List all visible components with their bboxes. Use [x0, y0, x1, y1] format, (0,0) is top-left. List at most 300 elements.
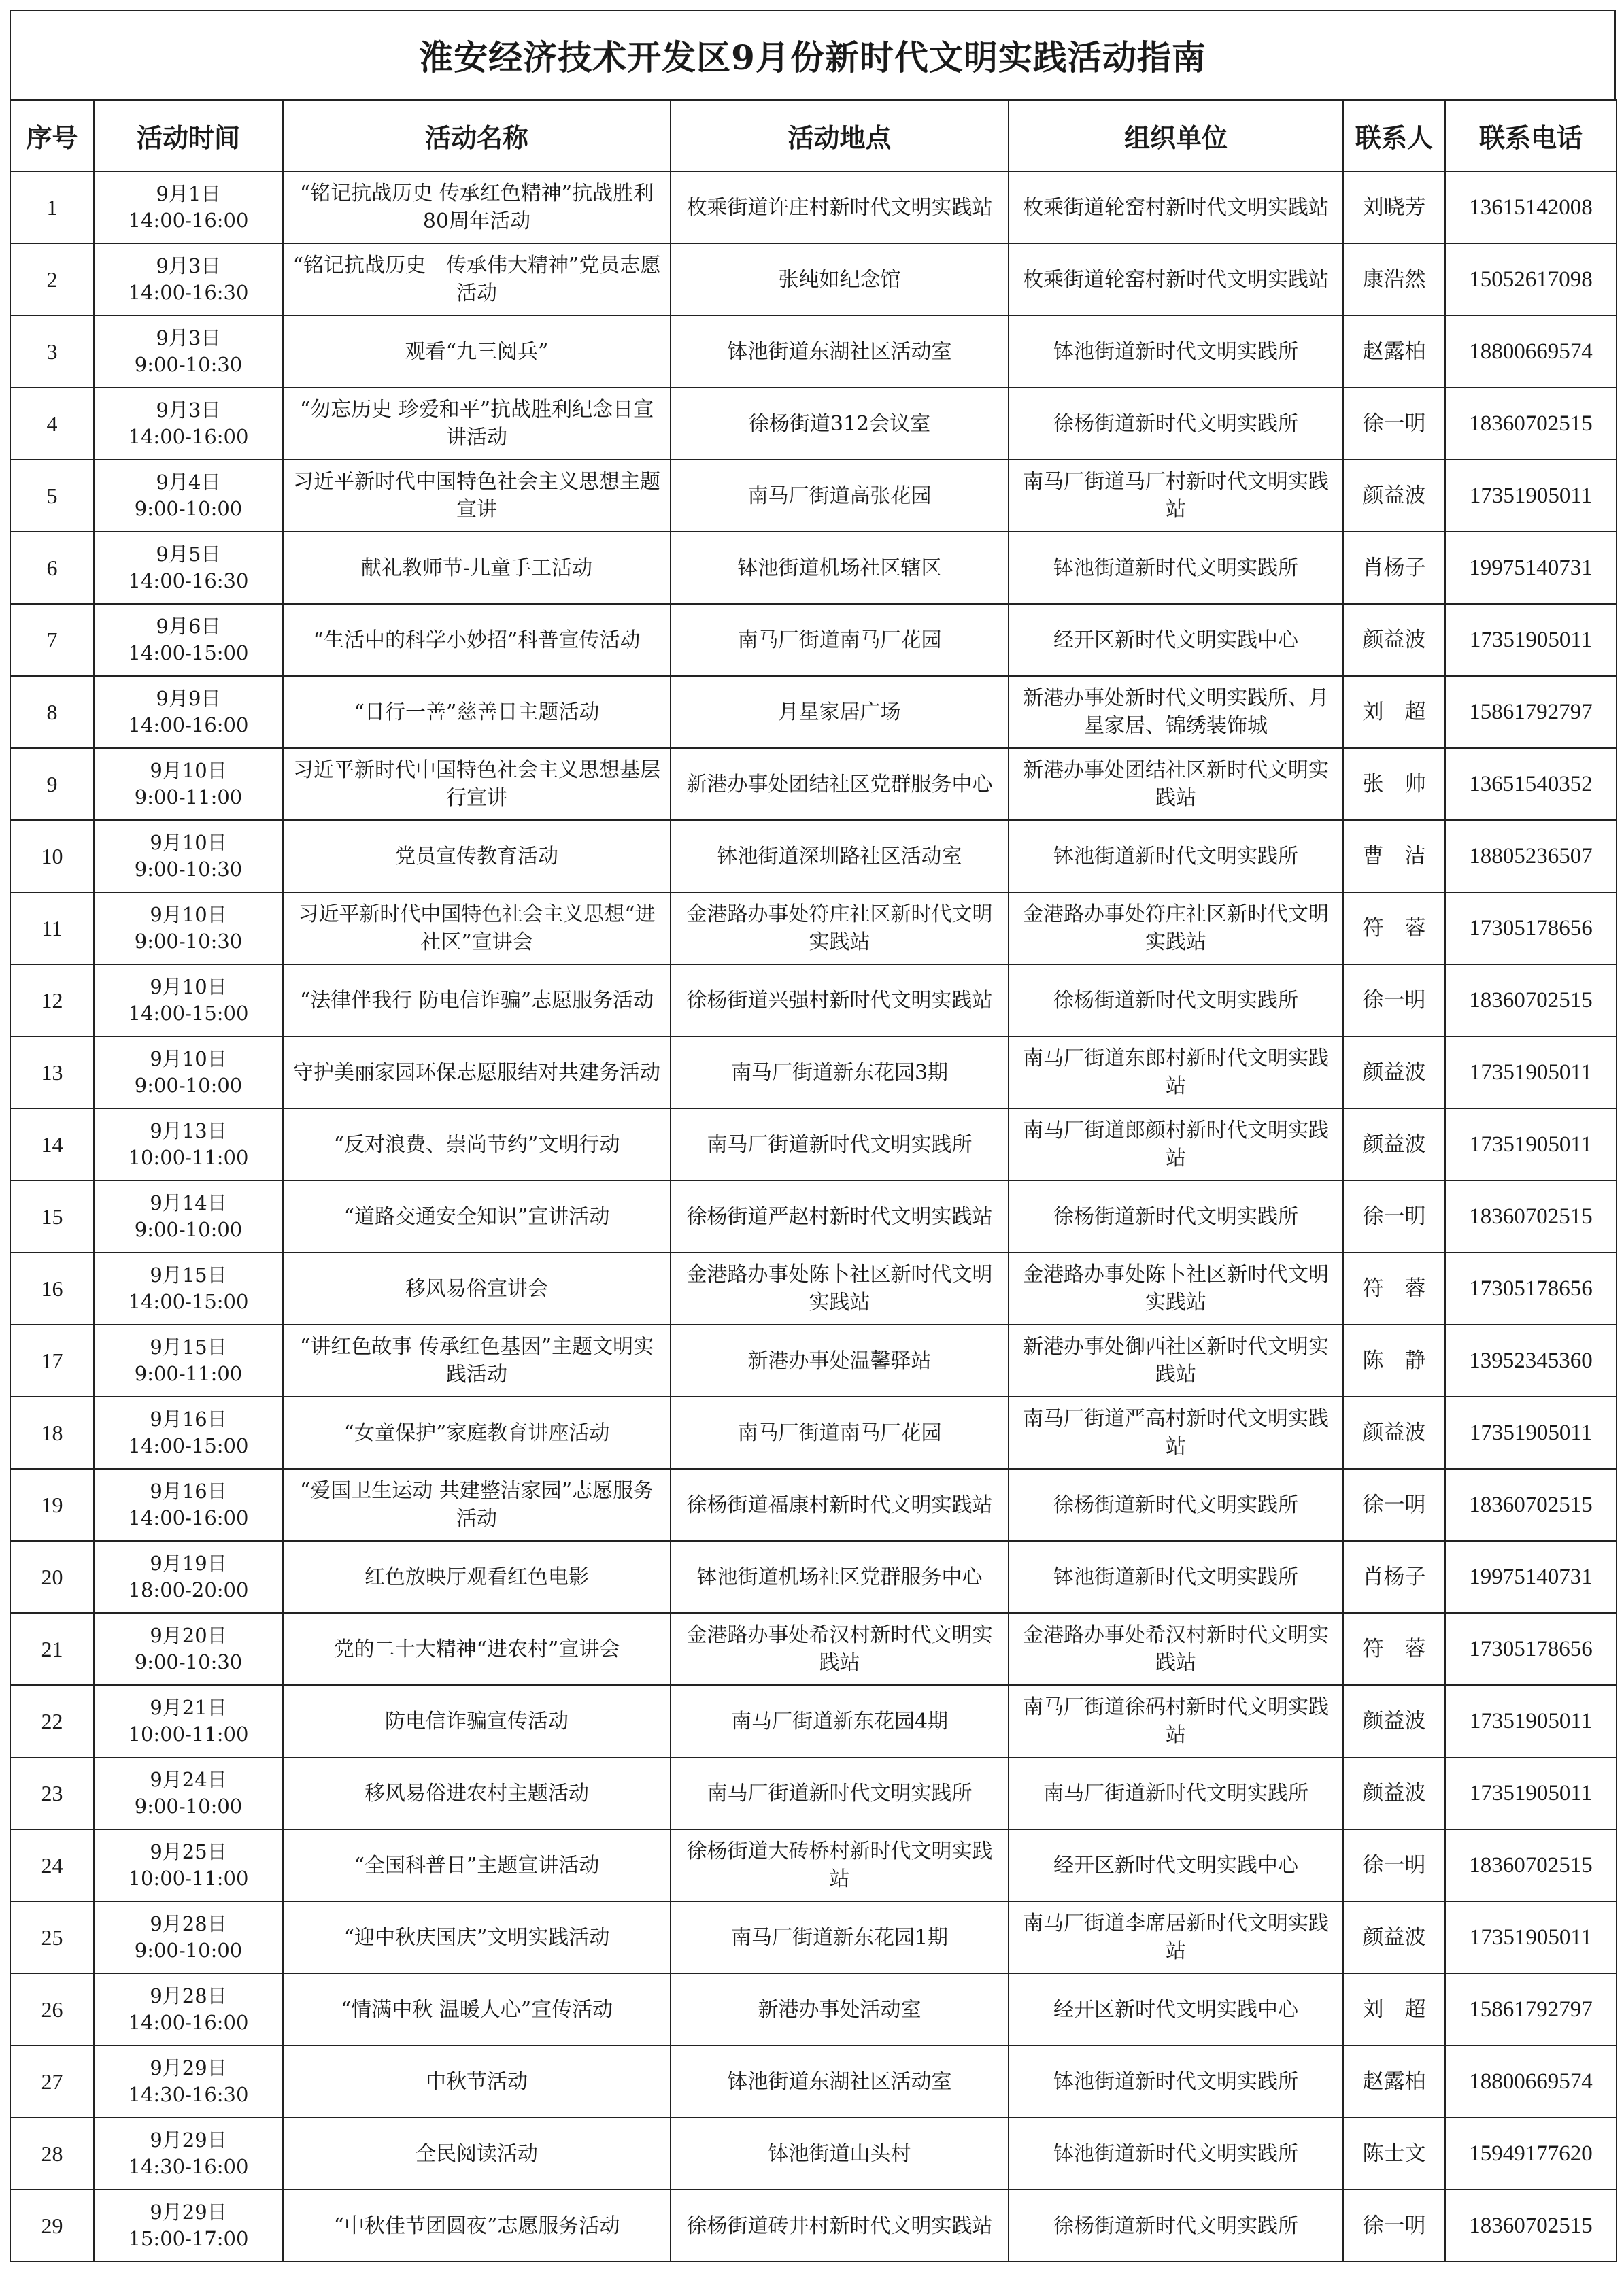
table-row [10, 388, 1617, 460]
activity-hours: 9:00-10:00 [134, 1074, 243, 1097]
activity-place: 新港办事处活动室 [671, 1973, 1009, 2046]
activity-date: 9月13日 [150, 1119, 227, 1142]
organizer: 钵池街道新时代文明实践所 [1009, 316, 1343, 388]
activity-place: 新港办事处温馨驿站 [671, 1325, 1009, 1397]
activity-hours: 14:00-16:00 [128, 425, 249, 448]
contact-person: 张 帅 [1343, 748, 1445, 820]
contact-phone: 17351905011 [1445, 1397, 1617, 1469]
organizer: 南马厂街道马厂村新时代文明实践站 [1009, 460, 1343, 532]
activity-name: “中秋佳节团圆夜”志愿服务活动 [283, 2190, 671, 2262]
table-row [10, 1108, 1617, 1181]
activity-time [94, 243, 283, 316]
activity-time [94, 892, 283, 964]
activity-name: “勿忘历史 珍爱和平”抗战胜利纪念日宣讲活动 [283, 388, 671, 460]
activity-hours: 9:00-11:00 [134, 1362, 243, 1385]
activity-date: 9月29日 [150, 2201, 227, 2224]
contact-person: 徐一明 [1343, 2190, 1445, 2262]
activity-name: “铭记抗战历史 传承伟大精神”党员志愿活动 [283, 243, 671, 316]
contact-person: 肖杨子 [1343, 532, 1445, 604]
organizer: 新港办事处团结社区新时代文明实践站 [1009, 748, 1343, 820]
activity-hours: 9:00-10:30 [134, 1650, 243, 1674]
table-row [10, 964, 1617, 1036]
activity-sheet [10, 10, 1616, 2262]
contact-phone: 15861792797 [1445, 1973, 1617, 2046]
table-row [10, 1973, 1617, 2046]
header-org: 组织单位 [1009, 100, 1343, 171]
activity-name: “情满中秋 温暖人心”宣传活动 [283, 1973, 671, 2046]
contact-phone: 17351905011 [1445, 1108, 1617, 1181]
contact-person: 徐一明 [1343, 1469, 1445, 1541]
contact-person: 徐一明 [1343, 388, 1445, 460]
table-row [10, 1757, 1617, 1829]
activity-time [94, 1541, 283, 1613]
row-number: 1 [10, 171, 94, 243]
activity-time [94, 1253, 283, 1325]
activity-date: 9月20日 [150, 1624, 227, 1647]
activity-date: 9月10日 [150, 903, 227, 926]
organizer: 南马厂街道李席居新时代文明实践站 [1009, 1901, 1343, 1973]
contact-phone: 18360702515 [1445, 388, 1617, 460]
activity-place: 张纯如纪念馆 [671, 243, 1009, 316]
row-number: 19 [10, 1469, 94, 1541]
activity-hours: 9:00-10:30 [134, 353, 243, 376]
organizer: 钵池街道新时代文明实践所 [1009, 532, 1343, 604]
contact-phone: 13952345360 [1445, 1325, 1617, 1397]
activity-hours: 10:00-11:00 [128, 1146, 249, 1169]
activity-hours: 15:00-17:00 [128, 2227, 249, 2250]
contact-person: 徐一明 [1343, 964, 1445, 1036]
activity-hours: 14:00-15:00 [128, 1434, 249, 1457]
contact-person: 肖杨子 [1343, 1541, 1445, 1613]
contact-phone: 18360702515 [1445, 1829, 1617, 1901]
row-number: 22 [10, 1685, 94, 1757]
contact-phone: 18800669574 [1445, 2046, 1617, 2118]
contact-person: 刘 超 [1343, 676, 1445, 748]
activity-hours: 14:00-16:30 [128, 281, 249, 304]
organizer: 南马厂街道新时代文明实践所 [1009, 1757, 1343, 1829]
activity-time [94, 1397, 283, 1469]
activity-date: 9月29日 [150, 2056, 227, 2080]
activity-name: “生活中的科学小妙招”科普宣传活动 [283, 604, 671, 676]
activity-date: 9月3日 [156, 398, 221, 422]
activity-date: 9月10日 [150, 1047, 227, 1070]
row-number: 12 [10, 964, 94, 1036]
activity-name: “铭记抗战历史 传承红色精神”抗战胜利80周年活动 [283, 171, 671, 243]
table-row [10, 820, 1617, 892]
organizer: 南马厂街道徐码村新时代文明实践站 [1009, 1685, 1343, 1757]
activity-name: 党的二十大精神“进农村”宣讲会 [283, 1613, 671, 1685]
organizer: 钵池街道新时代文明实践所 [1009, 1541, 1343, 1613]
contact-person: 颜益波 [1343, 1397, 1445, 1469]
activity-name: “女童保护”家庭教育讲座活动 [283, 1397, 671, 1469]
activity-date: 9月10日 [150, 831, 227, 854]
activity-hours: 9:00-10:00 [134, 497, 243, 520]
activity-hours: 14:30-16:30 [128, 2083, 249, 2106]
contact-person: 徐一明 [1343, 1829, 1445, 1901]
organizer: 钵池街道新时代文明实践所 [1009, 820, 1343, 892]
activity-hours: 9:00-10:30 [134, 930, 243, 953]
contact-phone: 17351905011 [1445, 1036, 1617, 1108]
row-number: 16 [10, 1253, 94, 1325]
activity-hours: 14:00-16:30 [128, 569, 249, 592]
activity-name: “反对浪费、崇尚节约”文明行动 [283, 1108, 671, 1181]
activity-place: 钵池街道机场社区党群服务中心 [671, 1541, 1009, 1613]
activity-name: 全民阅读活动 [283, 2118, 671, 2190]
row-number: 6 [10, 532, 94, 604]
table-row [10, 604, 1617, 676]
table-row [10, 2190, 1617, 2262]
organizer: 金港路办事处希汉村新时代文明实践站 [1009, 1613, 1343, 1685]
row-number: 14 [10, 1108, 94, 1181]
activity-time [94, 460, 283, 532]
contact-phone: 15861792797 [1445, 676, 1617, 748]
activity-name: 习近平新时代中国特色社会主义思想基层行宣讲 [283, 748, 671, 820]
contact-phone: 15949177620 [1445, 2118, 1617, 2190]
activity-table [10, 99, 1617, 2262]
activity-time [94, 1108, 283, 1181]
table-row [10, 460, 1617, 532]
table-row [10, 1036, 1617, 1108]
contact-phone: 18805236507 [1445, 820, 1617, 892]
organizer: 徐杨街道新时代文明实践所 [1009, 2190, 1343, 2262]
organizer: 南马厂街道东郎村新时代文明实践站 [1009, 1036, 1343, 1108]
activity-hours: 10:00-11:00 [128, 1723, 249, 1746]
activity-time [94, 1901, 283, 1973]
table-row [10, 1181, 1617, 1253]
table-row [10, 676, 1617, 748]
activity-name: 红色放映厅观看红色电影 [283, 1541, 671, 1613]
activity-name: 观看“九三阅兵” [283, 316, 671, 388]
activity-place: 枚乘街道许庄村新时代文明实践站 [671, 171, 1009, 243]
activity-date: 9月24日 [150, 1768, 227, 1791]
activity-place: 徐杨街道兴强村新时代文明实践站 [671, 964, 1009, 1036]
activity-time [94, 748, 283, 820]
contact-phone: 17305178656 [1445, 892, 1617, 964]
table-row [10, 171, 1617, 243]
table-row [10, 1253, 1617, 1325]
organizer: 枚乘街道轮窑村新时代文明实践站 [1009, 171, 1343, 243]
row-number: 21 [10, 1613, 94, 1685]
contact-phone: 18360702515 [1445, 964, 1617, 1036]
contact-person: 赵露柏 [1343, 2046, 1445, 2118]
activity-time [94, 171, 283, 243]
contact-person: 符 蓉 [1343, 1613, 1445, 1685]
organizer: 新港办事处御西社区新时代文明实践站 [1009, 1325, 1343, 1397]
contact-person: 符 蓉 [1343, 892, 1445, 964]
activity-date: 9月15日 [150, 1263, 227, 1287]
table-row [10, 2046, 1617, 2118]
row-number: 8 [10, 676, 94, 748]
row-number: 7 [10, 604, 94, 676]
activity-name: 习近平新时代中国特色社会主义思想主题宣讲 [283, 460, 671, 532]
activity-hours: 14:30-16:00 [128, 2155, 249, 2178]
table-row [10, 892, 1617, 964]
activity-place: 南马厂街道新东花园4期 [671, 1685, 1009, 1757]
activity-date: 9月16日 [150, 1480, 227, 1503]
activity-time [94, 1757, 283, 1829]
activity-name: 党员宣传教育活动 [283, 820, 671, 892]
activity-time [94, 1613, 283, 1685]
activity-name: “法律伴我行 防电信诈骗”志愿服务活动 [283, 964, 671, 1036]
activity-place: 金港路办事处陈卜社区新时代文明实践站 [671, 1253, 1009, 1325]
activity-hours: 14:00-16:00 [128, 209, 249, 232]
table-row [10, 1325, 1617, 1397]
activity-place: 钵池街道机场社区辖区 [671, 532, 1009, 604]
row-number: 17 [10, 1325, 94, 1397]
activity-place: 南马厂街道新东花园3期 [671, 1036, 1009, 1108]
contact-phone: 15052617098 [1445, 243, 1617, 316]
organizer: 徐杨街道新时代文明实践所 [1009, 1181, 1343, 1253]
organizer: 经开区新时代文明实践中心 [1009, 1829, 1343, 1901]
activity-place: 徐杨街道312会议室 [671, 388, 1009, 460]
header-row [10, 100, 1617, 171]
activity-time [94, 388, 283, 460]
row-number: 15 [10, 1181, 94, 1253]
activity-hours: 14:00-16:00 [128, 1506, 249, 1529]
activity-time [94, 604, 283, 676]
contact-phone: 17351905011 [1445, 604, 1617, 676]
contact-person: 颜益波 [1343, 1036, 1445, 1108]
activity-hours: 10:00-11:00 [128, 1867, 249, 1890]
contact-phone: 18360702515 [1445, 1469, 1617, 1541]
contact-phone: 18360702515 [1445, 2190, 1617, 2262]
row-number: 3 [10, 316, 94, 388]
activity-date: 9月10日 [150, 759, 227, 782]
activity-date: 9月25日 [150, 1840, 227, 1863]
row-number: 4 [10, 388, 94, 460]
activity-name: “全国科普日”主题宣讲活动 [283, 1829, 671, 1901]
activity-time [94, 2190, 283, 2262]
organizer: 经开区新时代文明实践中心 [1009, 1973, 1343, 2046]
contact-person: 颜益波 [1343, 604, 1445, 676]
table-body [10, 171, 1617, 2262]
activity-hours: 9:00-10:30 [134, 858, 243, 881]
activity-place: 钵池街道东湖社区活动室 [671, 316, 1009, 388]
activity-date: 9月16日 [150, 1408, 227, 1431]
activity-place: 钵池街道山头村 [671, 2118, 1009, 2190]
activity-place: 南马厂街道新时代文明实践所 [671, 1108, 1009, 1181]
activity-name: “讲红色故事 传承红色基因”主题文明实践活动 [283, 1325, 671, 1397]
row-number: 2 [10, 243, 94, 316]
activity-name: “道路交通安全知识”宣讲活动 [283, 1181, 671, 1253]
activity-place: 南马厂街道高张花园 [671, 460, 1009, 532]
contact-person: 赵露柏 [1343, 316, 1445, 388]
activity-time [94, 1325, 283, 1397]
activity-time [94, 2118, 283, 2190]
contact-phone: 18800669574 [1445, 316, 1617, 388]
activity-date: 9月3日 [156, 326, 221, 350]
activity-hours: 14:00-16:00 [128, 713, 249, 736]
activity-date: 9月28日 [150, 1912, 227, 1935]
activity-name: 移风易俗进农村主题活动 [283, 1757, 671, 1829]
activity-place: 月星家居广场 [671, 676, 1009, 748]
activity-name: 献礼教师节-儿童手工活动 [283, 532, 671, 604]
table-row [10, 1397, 1617, 1469]
activity-place: 南马厂街道新东花园1期 [671, 1901, 1009, 1973]
row-number: 23 [10, 1757, 94, 1829]
activity-place: 徐杨街道砖井村新时代文明实践站 [671, 2190, 1009, 2262]
activity-name: 习近平新时代中国特色社会主义思想“进社区”宣讲会 [283, 892, 671, 964]
organizer: 徐杨街道新时代文明实践所 [1009, 1469, 1343, 1541]
table-row [10, 748, 1617, 820]
activity-place: 新港办事处团结社区党群服务中心 [671, 748, 1009, 820]
activity-date: 9月9日 [156, 687, 221, 710]
header-person: 联系人 [1343, 100, 1445, 171]
contact-person: 刘 超 [1343, 1973, 1445, 2046]
page-title: 淮安经济技术开发区9月份新时代文明实践活动指南 [10, 10, 1616, 99]
activity-hours: 14:00-16:00 [128, 2011, 249, 2034]
organizer: 新港办事处新时代文明实践所、月星家居、锦绣装饰城 [1009, 676, 1343, 748]
organizer: 徐杨街道新时代文明实践所 [1009, 964, 1343, 1036]
row-number: 18 [10, 1397, 94, 1469]
activity-name: 守护美丽家园环保志愿服结对共建务活动 [283, 1036, 671, 1108]
activity-time [94, 1469, 283, 1541]
contact-person: 陈士文 [1343, 2118, 1445, 2190]
table-row [10, 2118, 1617, 2190]
contact-person: 陈 静 [1343, 1325, 1445, 1397]
contact-person: 颜益波 [1343, 1901, 1445, 1973]
contact-phone: 17351905011 [1445, 1901, 1617, 1973]
header-no: 序号 [10, 100, 94, 171]
contact-phone: 17305178656 [1445, 1253, 1617, 1325]
organizer: 经开区新时代文明实践中心 [1009, 604, 1343, 676]
row-number: 9 [10, 748, 94, 820]
activity-hours: 14:00-15:00 [128, 1002, 249, 1025]
activity-hours: 9:00-10:00 [134, 1218, 243, 1241]
activity-hours: 9:00-11:00 [134, 785, 243, 809]
contact-person: 曹 洁 [1343, 820, 1445, 892]
contact-phone: 17305178656 [1445, 1613, 1617, 1685]
contact-phone: 17351905011 [1445, 1685, 1617, 1757]
header-time: 活动时间 [94, 100, 283, 171]
activity-date: 9月4日 [156, 471, 221, 494]
table-row [10, 532, 1617, 604]
table-row [10, 243, 1617, 316]
row-number: 13 [10, 1036, 94, 1108]
header-phone: 联系电话 [1445, 100, 1617, 171]
contact-phone: 17351905011 [1445, 460, 1617, 532]
organizer: 南马厂街道郎颜村新时代文明实践站 [1009, 1108, 1343, 1181]
organizer: 徐杨街道新时代文明实践所 [1009, 388, 1343, 460]
activity-name: “日行一善”慈善日主题活动 [283, 676, 671, 748]
activity-date: 9月6日 [156, 615, 221, 638]
table-row [10, 1685, 1617, 1757]
contact-phone: 13615142008 [1445, 171, 1617, 243]
row-number: 24 [10, 1829, 94, 1901]
activity-time [94, 820, 283, 892]
row-number: 25 [10, 1901, 94, 1973]
contact-person: 康浩然 [1343, 243, 1445, 316]
activity-date: 9月19日 [150, 1552, 227, 1575]
activity-time [94, 676, 283, 748]
contact-person: 徐一明 [1343, 1181, 1445, 1253]
activity-hours: 14:00-15:00 [128, 641, 249, 664]
activity-date: 9月14日 [150, 1191, 227, 1215]
organizer: 南马厂街道严高村新时代文明实践站 [1009, 1397, 1343, 1469]
activity-place: 南马厂街道南马厂花园 [671, 1397, 1009, 1469]
contact-person: 颜益波 [1343, 460, 1445, 532]
activity-time [94, 1685, 283, 1757]
activity-place: 徐杨街道福康村新时代文明实践站 [671, 1469, 1009, 1541]
activity-time [94, 316, 283, 388]
table-row [10, 1901, 1617, 1973]
activity-time [94, 532, 283, 604]
organizer: 枚乘街道轮窑村新时代文明实践站 [1009, 243, 1343, 316]
row-number: 27 [10, 2046, 94, 2118]
activity-time [94, 1973, 283, 2046]
organizer: 金港路办事处陈卜社区新时代文明实践站 [1009, 1253, 1343, 1325]
contact-phone: 17351905011 [1445, 1757, 1617, 1829]
activity-date: 9月1日 [156, 182, 221, 205]
contact-person: 颜益波 [1343, 1108, 1445, 1181]
activity-name: 移风易俗宣讲会 [283, 1253, 671, 1325]
row-number: 5 [10, 460, 94, 532]
contact-person: 颜益波 [1343, 1685, 1445, 1757]
activity-place: 南马厂街道新时代文明实践所 [671, 1757, 1009, 1829]
activity-date: 9月21日 [150, 1696, 227, 1719]
contact-phone: 13651540352 [1445, 748, 1617, 820]
contact-person: 颜益波 [1343, 1757, 1445, 1829]
activity-hours: 9:00-10:00 [134, 1939, 243, 1962]
header-place: 活动地点 [671, 100, 1009, 171]
activity-name: “爱国卫生运动 共建整洁家园”志愿服务活动 [283, 1469, 671, 1541]
activity-time [94, 1181, 283, 1253]
activity-hours: 9:00-10:00 [134, 1795, 243, 1818]
row-number: 28 [10, 2118, 94, 2190]
activity-time [94, 1036, 283, 1108]
activity-date: 9月29日 [150, 2128, 227, 2152]
activity-name: 防电信诈骗宣传活动 [283, 1685, 671, 1757]
organizer: 钵池街道新时代文明实践所 [1009, 2118, 1343, 2190]
table-row [10, 1469, 1617, 1541]
activity-name: 中秋节活动 [283, 2046, 671, 2118]
table-row [10, 1541, 1617, 1613]
activity-hours: 14:00-15:00 [128, 1290, 249, 1313]
activity-place: 徐杨街道严赵村新时代文明实践站 [671, 1181, 1009, 1253]
activity-date: 9月15日 [150, 1336, 227, 1359]
contact-person: 刘晓芳 [1343, 171, 1445, 243]
activity-hours: 18:00-20:00 [128, 1578, 249, 1601]
activity-time [94, 2046, 283, 2118]
activity-date: 9月3日 [156, 254, 221, 277]
contact-person: 符 蓉 [1343, 1253, 1445, 1325]
organizer: 钵池街道新时代文明实践所 [1009, 2046, 1343, 2118]
row-number: 29 [10, 2190, 94, 2262]
header-name: 活动名称 [283, 100, 671, 171]
table-row [10, 316, 1617, 388]
activity-place: 钵池街道深圳路社区活动室 [671, 820, 1009, 892]
row-number: 26 [10, 1973, 94, 2046]
contact-phone: 19975140731 [1445, 532, 1617, 604]
activity-name: “迎中秋庆国庆”文明实践活动 [283, 1901, 671, 1973]
activity-time [94, 1829, 283, 1901]
activity-place: 徐杨街道大砖桥村新时代文明实践站 [671, 1829, 1009, 1901]
organizer: 金港路办事处符庄社区新时代文明实践站 [1009, 892, 1343, 964]
activity-place: 南马厂街道南马厂花园 [671, 604, 1009, 676]
row-number: 20 [10, 1541, 94, 1613]
row-number: 10 [10, 820, 94, 892]
contact-phone: 18360702515 [1445, 1181, 1617, 1253]
contact-phone: 19975140731 [1445, 1541, 1617, 1613]
activity-date: 9月28日 [150, 1984, 227, 2007]
row-number: 11 [10, 892, 94, 964]
table-row [10, 1829, 1617, 1901]
activity-date: 9月10日 [150, 975, 227, 998]
activity-time [94, 964, 283, 1036]
activity-place: 金港路办事处希汉村新时代文明实践站 [671, 1613, 1009, 1685]
activity-place: 钵池街道东湖社区活动室 [671, 2046, 1009, 2118]
activity-date: 9月5日 [156, 543, 221, 566]
